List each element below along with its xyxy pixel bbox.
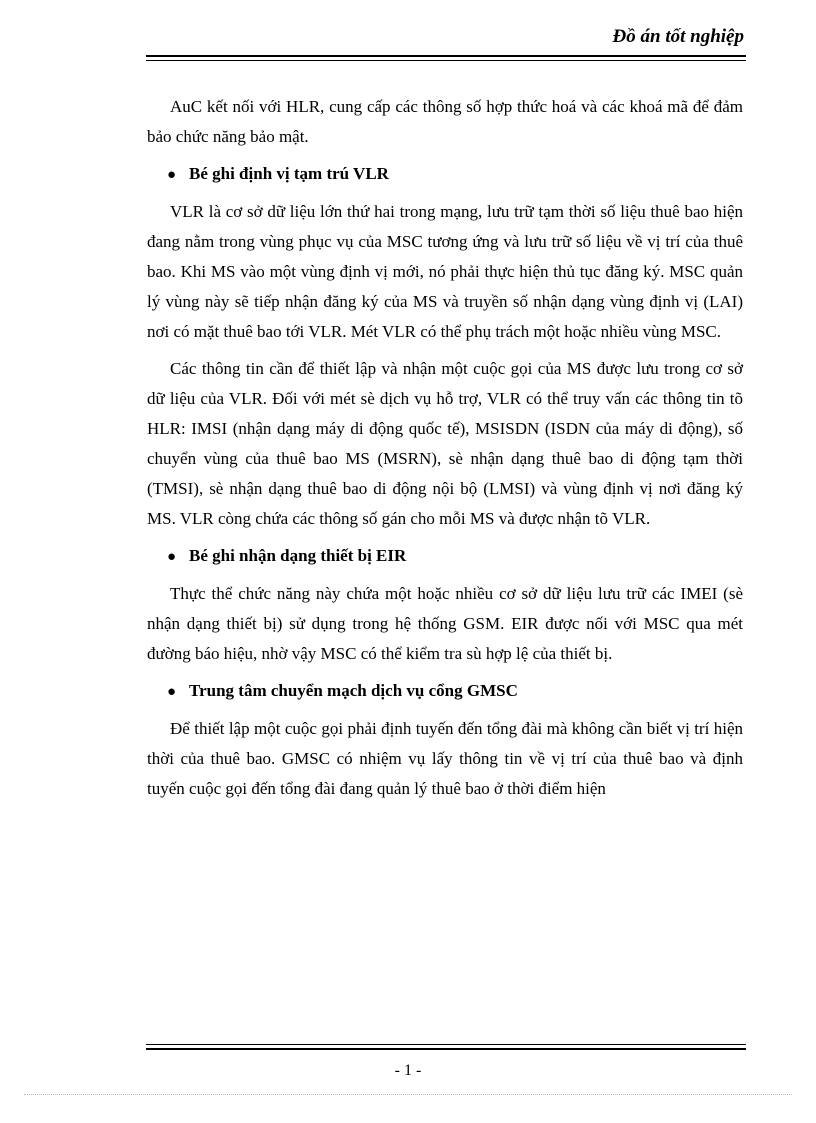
bullet-icon: ● [167,167,177,183]
section-heading-text: Trung tâm chuyển mạch dịch vụ cổng GMSC [189,681,518,700]
paragraph: Để thiết lập một cuộc gọi phải định tuyến đến tổng đài mà không cần biết vị trí hiện thời của thuê bao. GMSC có nhiệm vụ lấy thông tin về vị trí của thuê bao và định tuyến cuộc gọi đến tổng đài đang quản lý thuê bao ở thời điểm hiện [147,719,743,798]
paragraph: Thực thể chức năng này chứa một hoặc nhiều cơ sở dữ liệu lưu trữ các IMEI (sè nhận dạng thiết bị) sử dụng trong hệ thống GSM. EIR được nối với MSC qua mét đường báo hiệu, nhờ vậy MSC có thể kiểm tra sù hợp lệ của thiết bị. [147,584,743,663]
header-title: Đồ án tốt nghiệp [612,26,744,47]
bullet-icon: ● [167,549,177,565]
paragraph: AuC kết nối với HLR, cung cấp các thông số hợp thức hoá và các khoá mã để đảm bảo chức năng bảo mật. [147,97,743,146]
bullet-icon: ● [167,684,177,700]
paragraph: Các thông tin cần để thiết lập và nhận một cuộc gọi của MS được lưu trong cơ sở dữ liệu của VLR. Đối với mét sè dịch vụ hỗ trợ, VLR có thể truy vấn các thông tin tõ HLR: IMSI (nhận dạng máy di động quốc tế), MSISDN (ISDN của máy di động), số chuyển vùng của thuê bao MS (MSRN), sè nhận dạng thuê bao di động tạm thời (TMSI), sè nhận dạng thuê bao di động nội bộ (LMSI) và vùng định vị nơi đăng ký MS. VLR còng chứa các thông số gán cho mỗi MS và được nhận tõ VLR. [147,359,743,528]
header-rule-thick [146,55,746,57]
page-edge-divider [24,1094,792,1095]
section-heading [147,541,743,572]
section-heading [147,676,743,707]
footer-rule-thick [146,1048,746,1050]
footer-rule-thin [146,1044,746,1045]
section-heading [147,159,743,190]
body-text [147,92,743,811]
section-heading-text: Bé ghi nhận dạng thiết bị EIR [189,546,407,565]
header-rule-thin [146,60,746,61]
paragraph: VLR là cơ sở dữ liệu lớn thứ hai trong mạng, lưu trữ tạm thời số liệu thuê bao hiện đang nằm trong vùng phục vụ của MSC tương ứng và lưu trữ số liệu về vị trí của thuê bao. Khi MS vào một vùng định vị mới, nó phải thực hiện thủ tục đăng ký. MSC quản lý vùng này sẽ tiếp nhận đăng ký của MS và truyền số nhận dạng vùng định vị (LAI) nơi có mặt thuê bao tới VLR. Mét VLR có thể phụ trách một hoặc nhiều vùng MSC. [147,202,743,341]
page-number: - 1 - [394,1062,422,1079]
section-heading-text: Bé ghi định vị tạm trú VLR [189,164,389,183]
